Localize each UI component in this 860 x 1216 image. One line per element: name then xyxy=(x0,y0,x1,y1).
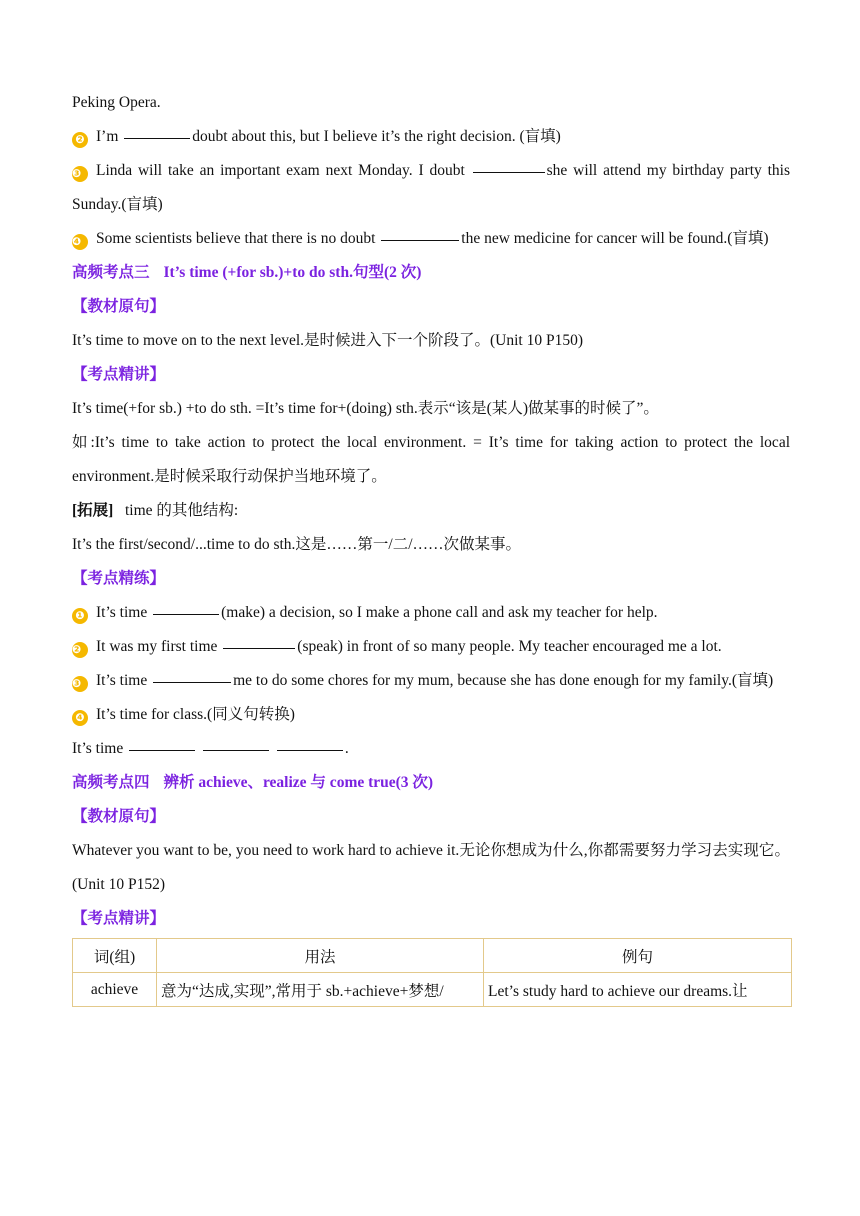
practice-4: ❹ It’s time for class.(同义句转换) xyxy=(72,698,790,732)
table-cell: 意为“达成,实现”,常用于 sb.+achieve+梦想/ xyxy=(157,973,484,1007)
table-header-row xyxy=(73,939,792,973)
text-line: Peking Opera. xyxy=(72,94,161,111)
number-marker-2: ❷ xyxy=(72,642,88,658)
answer-blank[interactable] xyxy=(203,749,269,751)
textbook-sentence: It’s time to move on to the next level.是时候进入下一个阶段了。(Unit 10 P150) xyxy=(72,332,584,349)
answer-blank[interactable] xyxy=(153,681,231,683)
section-heading-4: 高频考点四 辨析 achieve、realize 与 come true(3 次) xyxy=(72,774,434,791)
question-3: ❸ Linda will take an important exam next Monday. I doubt she will attend my birthday party this Sunday.(盲填) xyxy=(72,162,791,213)
extension: [拓展] time 的其他结构: xyxy=(72,502,239,519)
answer-blank[interactable] xyxy=(129,749,195,751)
number-marker-2: ❷ xyxy=(72,132,88,148)
number-marker-4: ❹ xyxy=(72,234,88,250)
answer-blank[interactable] xyxy=(473,171,545,173)
label-practice: 【考点精练】 xyxy=(72,570,166,587)
answer-blank[interactable] xyxy=(124,137,190,139)
question-2: ❷ I’m doubt about this, but I believe it’s the right decision. (盲填) xyxy=(72,120,790,154)
number-marker-4: ❹ xyxy=(72,710,88,726)
textbook-sentence: Whatever you want to be, you need to work hard to achieve it.无论你想成为什么,你都需要努力学习去实现它。(Unit 10 P152) xyxy=(72,842,790,893)
label-textbook: 【教材原句】 xyxy=(72,808,166,825)
number-marker-3: ❸ xyxy=(72,166,88,182)
practice-3: ❸ It’s time me to do some chores for my mum, because she has done enough for my family.(盲填) xyxy=(72,672,774,690)
answer-blank[interactable] xyxy=(223,647,295,649)
number-marker-3: ❸ xyxy=(72,676,88,692)
extension-structure: It’s the first/second/...time to do sth.这是……第一/二/……次做某事。 xyxy=(72,536,522,553)
section-heading-3: 高频考点三 It’s time (+for sb.)+to do sth.句型(2 次) xyxy=(72,264,422,281)
practice-2: ❷ It was my first time (speak) in front of so many people. My teacher encouraged me a lot. xyxy=(72,638,722,656)
question-4: ❹ Some scientists believe that there is no doubt the new medicine for cancer will be found.(盲填) xyxy=(72,230,769,248)
practice-4-answer: It’s time . xyxy=(72,740,349,757)
label-explain: 【考点精讲】 xyxy=(72,366,166,383)
answer-blank[interactable] xyxy=(381,239,459,241)
table-row xyxy=(73,973,792,1007)
practice-1: ❶ It’s time (make) a decision, so I make a phone call and ask my teacher for help. xyxy=(72,596,790,630)
answer-blank[interactable] xyxy=(153,613,219,615)
table-cell: achieve xyxy=(73,973,157,1007)
comparison-table xyxy=(72,938,792,1007)
document-content xyxy=(72,86,790,1007)
explain-text: It’s time(+for sb.) +to do sth. =It’s time for+(doing) sth.表示“该是(某人)做某事的时候了”。 xyxy=(72,400,659,417)
table-header-cell: 例句 xyxy=(484,939,792,973)
label-explain: 【考点精讲】 xyxy=(72,910,166,927)
table-header-cell: 用法 xyxy=(157,939,484,973)
label-textbook: 【教材原句】 xyxy=(72,298,166,315)
explain-example: 如:It’s time to take action to protect the local environment. = It’s time for taking action to protect the local environment.是时候采取行动保护当地环境了。 xyxy=(72,434,790,485)
number-marker-1: ❶ xyxy=(72,608,88,624)
answer-blank[interactable] xyxy=(277,749,343,751)
table-header-cell: 词(组) xyxy=(73,939,157,973)
table-cell: Let’s study hard to achieve our dreams.让 xyxy=(484,973,792,1007)
